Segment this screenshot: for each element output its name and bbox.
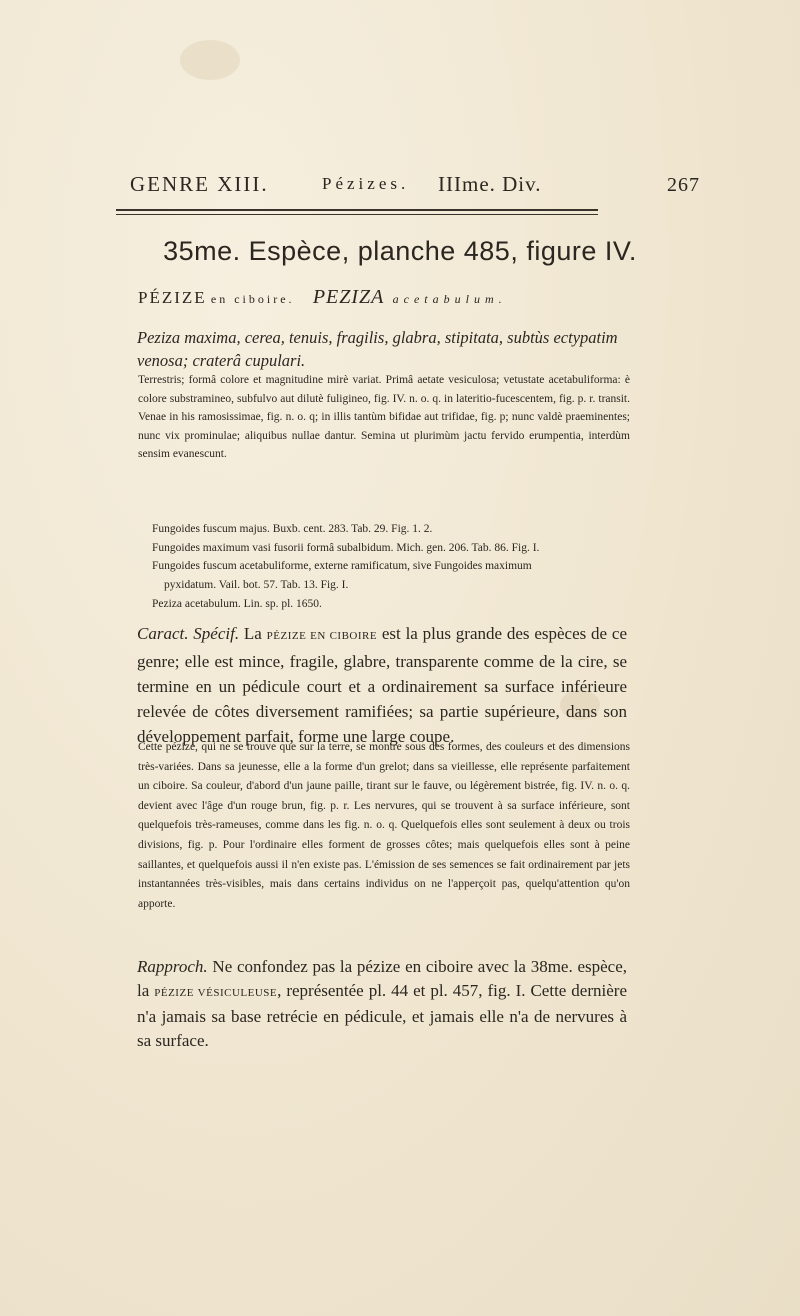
paper-stain (180, 40, 240, 80)
rapproch-species-name: PÉZIZE VÉSICULEUSE (154, 987, 278, 999)
rapproch-text: , représentée pl. 44 et pl. 457, fig. I. Cette dernière n'a jamais sa base retrécie en pédicule, et jamais elle n'a de nervures à sa surface. (137, 981, 627, 1050)
header-rule (116, 209, 598, 211)
rapproch-label: Rapproch. (137, 957, 208, 976)
header-genre: GENRE XIII. (130, 172, 269, 196)
caract-text: est la plus grande des espèces de ce genre; elle est mince, fragile, glabre, transparente comme de la cire, se termine en un pédicule court et a ordinairement sa surface inférieure relevée de côtes diversement ramifiées; sa partie supérieure, dans son développement parfait, forme une large coupe. (137, 624, 627, 746)
french-description: Cette pézize, qui ne se trouve que sur la terre, se montre sous des formes, des couleurs et des dimensions très-variées. Dans sa jeunesse, elle a la forme d'un grelot; dans sa vieillesse, elle représente parfaitement un ciboire. Sa couleur, d'abord d'un jaune paille, tirant sur le fauve, ou légèrement bistrée, fig. IV. n. o. q. devient avec l'âge d'un rouge brun, fig. p. r. Les nervures, qui se trouvent à sa surface inférieure, sont quelquefois très-rameuses, comme dans les fig. n. o. q. Quelquefois elles sont seulement à deux ou trois divisions, fig. p. Pour l'ordinaire elles forment de grosses côtes; mais quelquefois elles sont à peine saillantes, et quelquefois aussi il n'en existe pas. L'émission de ses semences se fait ordinairement par jets instantannées très-visibles, mais dans certains individus on ne l'apperçoit pas, quelqu'attention qu'on apporte. (138, 741, 630, 910)
synonymy-list (152, 520, 642, 614)
synonym-line: Fungoides fuscum acetabuliforme, externe ramificatum, sive Fungoides maximum (152, 560, 532, 573)
name-latin-epithet: acetabulum. (392, 292, 507, 306)
name-french: PÉZIZE (138, 288, 207, 307)
name-french-epithet: en ciboire. (210, 292, 295, 306)
header-rule-thin (116, 214, 598, 215)
species-names (138, 286, 698, 309)
latin-description: Terrestris; formâ colore et magnitudine mirè variat. Primâ aetate vesiculosa; vetustate acetabuliforma: è colore substramineo, subfulvo aut dilutè fuligineo, fig. IV. n. o. q. in lateritio-fucescentem, fig. p. r. transit. Venae in his ramosissimae, fig. n. o. q; in illis tantùm bifidae aut trifidae, fig. p; nunc valdè praeminentes; nunc vix prominulae; aliquibus nullae dantur. Semina ut plurimùm jactu fervido erumpentia, interdùm sensim evanescunt. (138, 374, 630, 461)
synonym-line: Fungoides fuscum majus. Buxb. cent. 283. Tab. 29. Fig. 1. 2. (152, 523, 433, 535)
rapproch-text: Ne confondez pas la pézize en ciboire avec la 38me. espèce, la (137, 957, 628, 1000)
synonym-line: Peziza acetabulum. Lin. sp. pl. 1650. (152, 597, 322, 610)
name-latin-genus: PEZIZA (312, 286, 385, 308)
page-number: 267 (667, 174, 700, 196)
synonym-line: Fungoides maximum vasi fusorii formâ subalbidum. Mich. gen. 206. Tab. 86. Fig. I. (152, 541, 540, 554)
specific-characters (137, 621, 627, 749)
header-division: IIIme. Div. (438, 172, 542, 196)
caract-label: Caract. Spécif. (137, 624, 240, 643)
caract-text: La (243, 624, 262, 643)
comparison-paragraph (137, 955, 627, 1053)
synonym-line: pyxidatum. Vail. bot. 57. Tab. 13. Fig. I. (164, 579, 349, 592)
caract-species-name: PÉZIZE EN CIBOIRE (266, 630, 378, 642)
species-title: 35me. Espèce, planche 485, figure IV. (163, 236, 637, 266)
header-family: Pézizes. (322, 174, 410, 193)
latin-diagnosis: Peziza maxima, cerea, tenuis, fragilis, glabra, stipitata, subtùs ectypatim venosa; craterâ cupulari. (137, 328, 618, 370)
